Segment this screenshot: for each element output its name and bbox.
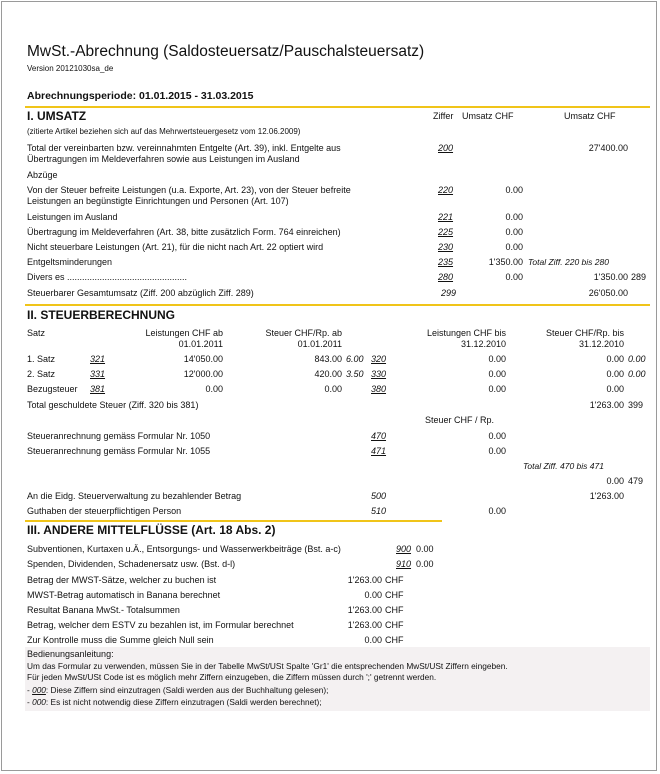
section-steuer-title: II. STEUERBERECHNUNG [27, 308, 176, 322]
value-299: 26'050.00 [588, 288, 628, 298]
code-471: 471 [371, 446, 387, 456]
code-280: 280 [438, 272, 454, 282]
r900-label: Subventionen, Kurtaxen u.Ä., Entsorgungs- und Wasserwerkbeiträge (Bst. a-c) [27, 544, 341, 554]
value-200: 27'400.00 [588, 143, 628, 153]
r235-note: Total Ziff. 220 bis 280 [528, 257, 609, 267]
col-satz-header: Satz [27, 328, 46, 338]
value-225: 0.00 [505, 227, 523, 237]
code-900: 900 [396, 544, 412, 554]
version-label: Version 20121030sa_de [27, 64, 114, 73]
satz-row-leist-bis: 0.00 [488, 384, 506, 394]
value-221: 0.00 [505, 212, 523, 222]
check-row-value: 1'263.00 [347, 620, 382, 630]
check-row-label: Resultat Banana MwSt.- Totalsummen [27, 605, 180, 615]
col-steuer-ab-date: 01.01.2011 [297, 339, 342, 349]
instructions-title: Bedienungsanleitung: [27, 649, 114, 659]
section-umsatz-title: I. UMSATZ [27, 109, 87, 123]
code-220: 220 [438, 185, 454, 195]
col-leist-ab-date: 01.01.2011 [178, 339, 223, 349]
check-row-label: Betrag, welcher dem ESTV zu bezahlen ist, im Formular berechnet [27, 620, 294, 630]
r220-label-1: Von der Steuer befreite Leistungen (u.a. Exporte, Art. 23), von der Steuer befreite [27, 185, 351, 195]
satz-row-code-2: 320 [371, 354, 387, 364]
value-235: 1'350.00 [488, 257, 523, 267]
check-row-label: Zur Kontrolle muss die Summe gleich Null sein [27, 635, 214, 645]
satz-row-rate: 3.50 [346, 369, 364, 379]
check-row-unit: CHF [385, 605, 404, 615]
r220-label-2: Leistungen an begünstigte Einrichtungen und Personen (Art. 107) [27, 196, 289, 206]
satz-row-leist-bis: 0.00 [488, 369, 506, 379]
satz-row-label: 1. Satz [27, 354, 56, 364]
value-470: 0.00 [488, 431, 506, 441]
value-471: 0.00 [488, 446, 506, 456]
satz-row-code: 321 [90, 354, 106, 364]
satz-row-steuer-ab: 420.00 [314, 369, 342, 379]
satz-row-code: 381 [90, 384, 106, 394]
col-leist-ab-header: Leistungen CHF ab [145, 328, 223, 338]
col-leist-bis-header: Leistungen CHF bis [426, 328, 506, 338]
code-221: 221 [438, 212, 454, 222]
r500-label: An die Eidg. Steuerverwaltung zu bezahlender Betrag [27, 491, 242, 501]
r470-label: Steueranrechnung gemäss Formular Nr. 1050 [27, 431, 211, 441]
r471-label: Steueranrechnung gemäss Formular Nr. 1055 [27, 446, 211, 456]
satz-row-code: 331 [90, 369, 106, 379]
satz-row-steuer-bis: 0.00 [606, 354, 624, 364]
total-tax-value: 1'263.00 [589, 400, 624, 410]
check-row-value: 0.00 [364, 635, 382, 645]
value-500: 1'263.00 [589, 491, 624, 501]
satz-row-steuer-bis: 0.00 [606, 369, 624, 379]
value-510: 0.00 [488, 506, 506, 516]
col-umsatz-header: Umsatz CHF [462, 111, 514, 121]
col-steuer-bis-header: Steuer CHF/Rp. bis [545, 328, 624, 338]
satz-row-code-2: 380 [371, 384, 387, 394]
code-479: 479 [628, 476, 644, 486]
code-200: 200 [438, 143, 454, 153]
r280-label: Divers es ................................................ [27, 272, 188, 282]
bullet-code-underlined: 000 [32, 685, 46, 695]
r230-label: Nicht steuerbare Leistungen (Art. 21), für die nicht nach Art. 22 optiert wird [27, 242, 324, 252]
satz-row-leist-bis: 0.00 [488, 354, 506, 364]
check-row-value: 1'263.00 [347, 605, 382, 615]
col-leist-bis-date: 31.12.2010 [460, 339, 506, 349]
total-label-2: Übertragungen im Meldeverfahren sowie aus Leistungen im Ausland [27, 154, 300, 164]
total-tax-label: Total geschuldete Steuer (Ziff. 320 bis 381) [27, 400, 199, 410]
code-910: 910 [396, 559, 412, 569]
bullet-text: : Es ist nicht notwendig diese Ziffern einzutragen (Saldi werden berechnet); [45, 697, 322, 707]
section-rule [25, 304, 650, 306]
code-235: 235 [438, 257, 454, 267]
satz-row-label: Bezugsteuer [27, 384, 78, 394]
value-479: 0.00 [606, 476, 624, 486]
code-289: 289 [631, 272, 647, 282]
r235-label: Entgeltsminderungen [27, 257, 113, 267]
satz-row-steuer-ab: 843.00 [314, 354, 342, 364]
r510-label: Guthaben der steuerpflichtigen Person [27, 506, 182, 516]
bullet-prefix: - [27, 697, 33, 707]
col-ziffer-header: Ziffer [433, 111, 454, 121]
abzuege-label: Abzüge [27, 170, 58, 180]
check-row-label: MWST-Betrag automatisch in Banana berechnet [27, 590, 221, 600]
satz-row-rate: 6.00 [346, 354, 364, 364]
bullet-text: : Diese Ziffern sind einzutragen (Saldi werden aus der Buchhaltung gelesen); [45, 685, 329, 695]
period-label: Abrechnungsperiode: 01.01.2015 - 31.03.2015 [27, 90, 254, 102]
steuer-header: Steuer CHF / Rp. [425, 415, 495, 425]
code-500: 500 [371, 491, 387, 501]
satz-row-leist-ab: 14'050.00 [183, 354, 223, 364]
instructions-bullet-1 [27, 685, 329, 696]
r221-label: Leistungen im Ausland [27, 212, 118, 222]
check-row-value: 0.00 [364, 590, 382, 600]
instructions-bullet-2 [27, 697, 322, 708]
code-225: 225 [438, 227, 454, 237]
check-row-unit: CHF [385, 590, 404, 600]
instructions-line-2: Für jeden MwSt/USt Code ist es möglich mehr Ziffern einzugeben, die Ziffern müssen durch ';' getrennt werden. [27, 672, 437, 682]
code-299: 299 [441, 288, 457, 298]
value-230: 0.00 [505, 242, 523, 252]
r479-note: Total Ziff. 470 bis 471 [523, 461, 604, 471]
bullet-code-italic: 000 [32, 697, 46, 707]
check-row-label: Betrag der MWST-Sätze, welcher zu buchen ist [27, 575, 217, 585]
value-910: 0.00 [416, 559, 434, 569]
section-mittel-title: III. ANDERE MITTELFLÜSSE (Art. 18 Abs. 2) [27, 523, 276, 537]
col-steuer-ab-header: Steuer CHF/Rp. ab [265, 328, 342, 338]
code-399: 399 [628, 400, 644, 410]
check-row-unit: CHF [385, 635, 404, 645]
document-page [1, 1, 657, 771]
code-510: 510 [371, 506, 387, 516]
r910-label: Spenden, Dividenden, Schadenersatz usw. (Bst. d-l) [27, 559, 236, 569]
code-470: 470 [371, 431, 387, 441]
check-row-unit: CHF [385, 620, 404, 630]
satz-row-steuer-ab: 0.00 [324, 384, 342, 394]
value-280: 0.00 [505, 272, 523, 282]
col-umsatz-header-2: Umsatz CHF [564, 111, 616, 121]
code-230: 230 [438, 242, 454, 252]
satz-row-rate-2: 0.00 [628, 354, 646, 364]
check-row-unit: CHF [385, 575, 404, 585]
instructions-line-1: Um das Formular zu verwenden, müssen Sie in der Tabelle MwSt/USt Spalte 'Gr1' die entsprechenden MwSt/USt Ziffern eingeben. [27, 661, 508, 671]
section-rule [25, 520, 442, 522]
satz-row-label: 2. Satz [27, 369, 56, 379]
total-289: 1'350.00 [593, 272, 628, 282]
col-steuer-bis-date: 31.12.2010 [578, 339, 624, 349]
satz-row-leist-ab: 0.00 [205, 384, 223, 394]
section-rule [25, 106, 650, 108]
check-row-value: 1'263.00 [347, 575, 382, 585]
total-label-1: Total der vereinbarten bzw. vereinnahmten Entgelte (Art. 39), inkl. Entgelte aus [27, 143, 341, 153]
r299-label: Steuerbarer Gesamtumsatz (Ziff. 200 abzüglich Ziff. 289) [27, 288, 254, 298]
satz-row-steuer-bis: 0.00 [606, 384, 624, 394]
value-220: 0.00 [505, 185, 523, 195]
satz-row-leist-ab: 12'000.00 [183, 369, 223, 379]
law-note: (zitierte Artikel beziehen sich auf das Mehrwertsteuergesetz vom 12.06.2009) [27, 127, 301, 136]
document-title: MwSt.-Abrechnung (Saldosteuersatz/Pauschalsteuersatz) [27, 43, 425, 60]
r225-label: Übertragung im Meldeverfahren (Art. 38, bitte zusätzlich Form. 764 einreichen) [27, 227, 341, 237]
satz-row-code-2: 330 [371, 369, 387, 379]
bullet-prefix: - [27, 685, 33, 695]
satz-row-rate-2: 0.00 [628, 369, 646, 379]
value-900: 0.00 [416, 544, 434, 554]
